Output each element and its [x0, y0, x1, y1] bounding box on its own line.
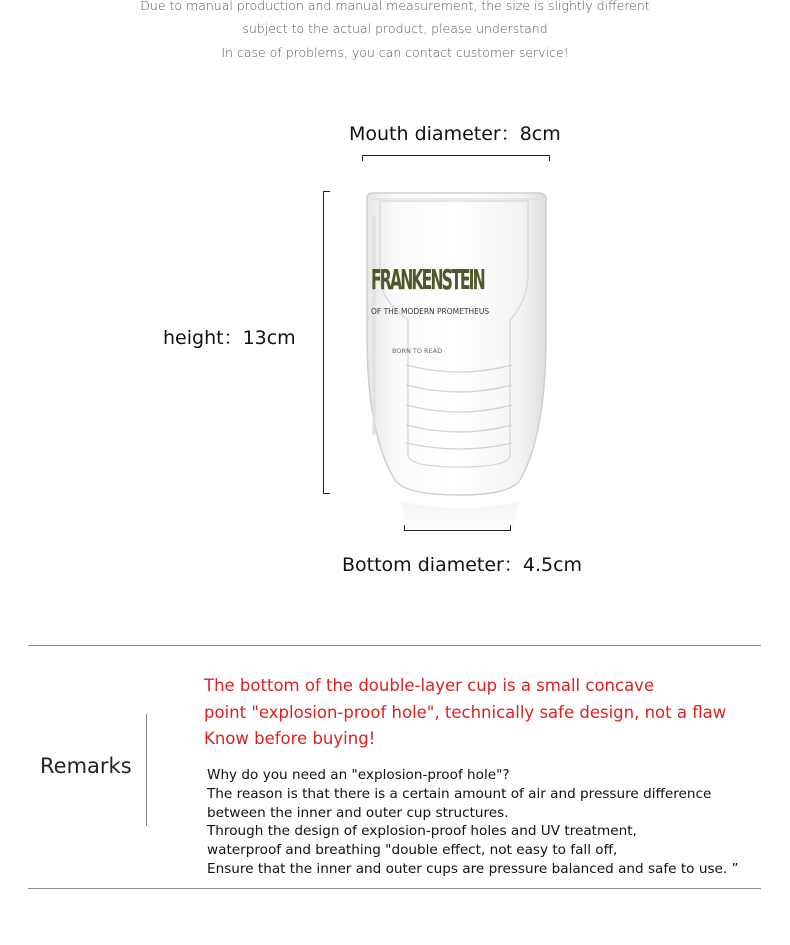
- bottom-diameter-bracket: [404, 525, 511, 531]
- explain-line-4: Through the design of explosion-proof holes and UV treatment,: [207, 823, 637, 839]
- explain-line-5: waterproof and breathing "double effect, not easy to fall off,: [207, 842, 618, 858]
- height-bracket: [323, 191, 330, 494]
- bottom-divider: [28, 888, 761, 889]
- explain-line-1: Why do you need an "explosion-proof hole"?: [207, 767, 510, 783]
- glass-cup-icon: [350, 185, 560, 545]
- mouth-diameter-bracket: [362, 155, 550, 161]
- notice-line-1: Due to manual production and manual measurement, the size is slightly different: [140, 0, 650, 13]
- explain-line-6: Ensure that the inner and outer cups are pressure balanced and safe to use. ”: [207, 861, 739, 877]
- glass-cup-image: [350, 185, 560, 545]
- cup-print-title: FRANKENSTEIN: [371, 263, 484, 296]
- notice-line-2: subject to the actual product, please understand: [242, 21, 548, 36]
- mouth-diameter-label: Mouth diameter：8cm: [349, 123, 561, 145]
- explain-line-3: between the inner and outer cup structures.: [207, 805, 509, 821]
- height-label: height：13cm: [163, 327, 296, 349]
- red-note-line-2: point "explosion-proof hole", technically safe design, not a flaw: [204, 703, 727, 722]
- remarks-vertical-divider: [146, 714, 147, 826]
- notice-line-3: In case of problems, you can contact customer service!: [221, 45, 569, 60]
- top-divider: [28, 645, 761, 646]
- cup-print-tagline: BORN TO READ: [392, 347, 443, 355]
- red-note-line-1: The bottom of the double-layer cup is a small concave: [204, 676, 655, 695]
- remarks-title: Remarks: [40, 754, 132, 778]
- explain-line-2: The reason is that there is a certain amount of air and pressure difference: [207, 786, 712, 802]
- cup-print-subtitle: OF THE MODERN PROMETHEUS: [371, 307, 490, 316]
- red-note-line-3: Know before buying!: [204, 729, 376, 748]
- bottom-diameter-label: Bottom diameter：4.5cm: [342, 554, 583, 576]
